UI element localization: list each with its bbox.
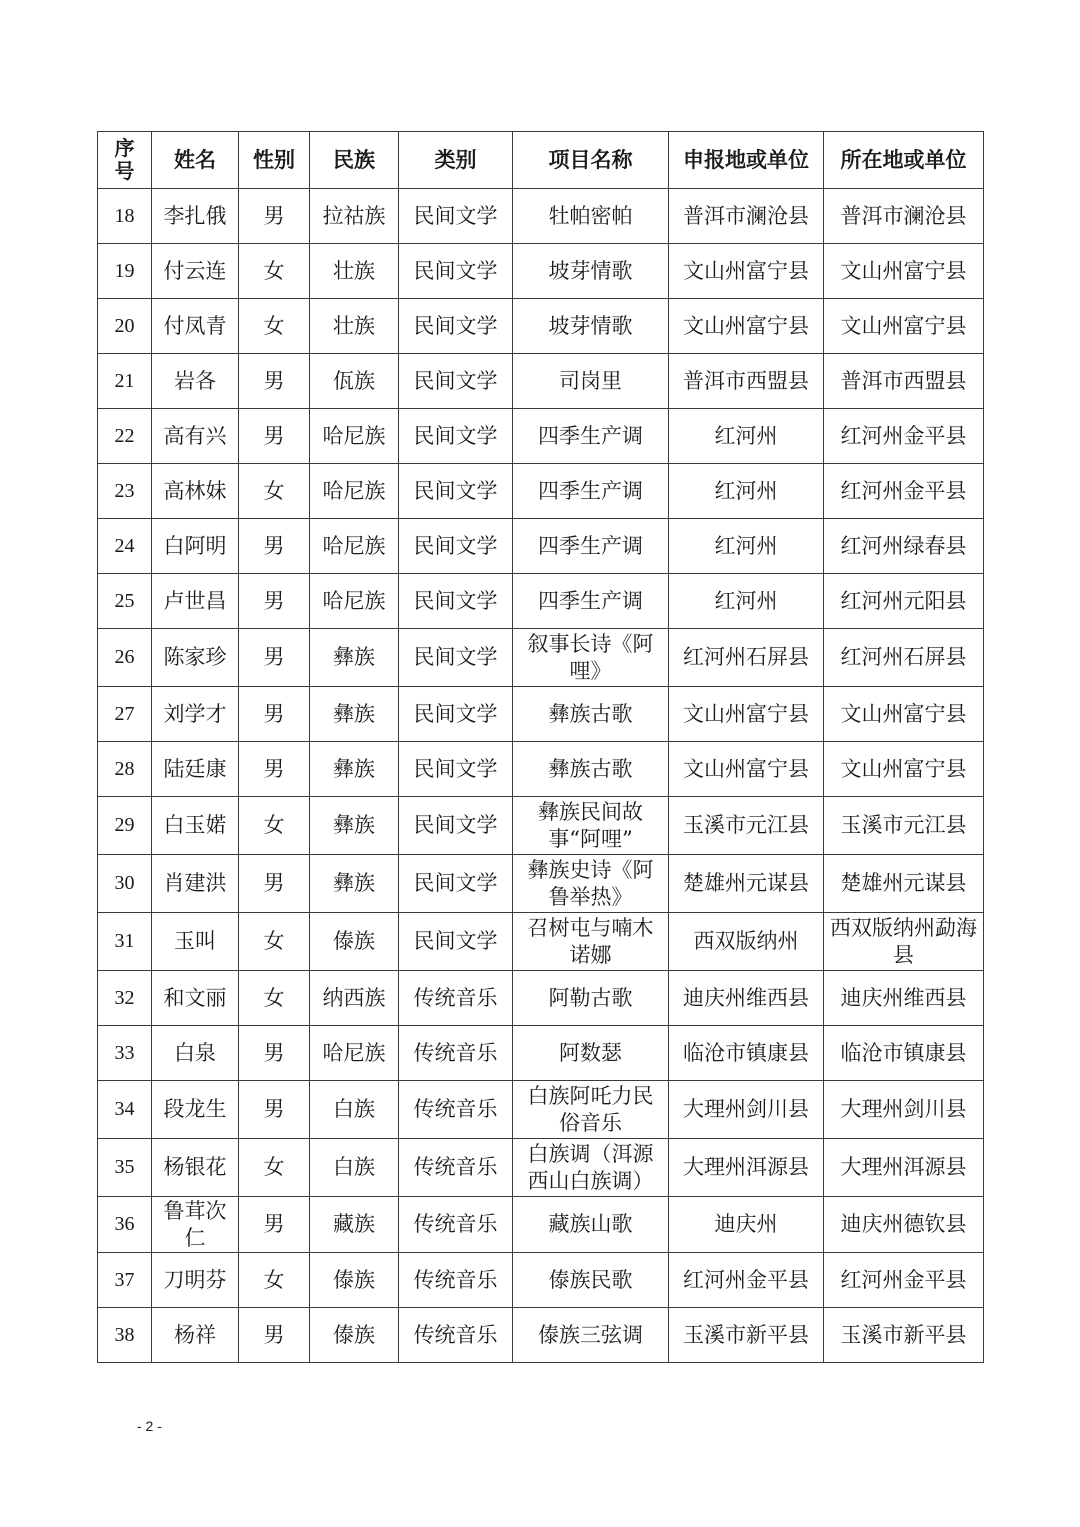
header-seq: 序号	[98, 132, 152, 189]
cell-category: 民间文学	[399, 797, 513, 855]
cell-seq: 21	[98, 354, 152, 409]
cell-ethnicity: 哈尼族	[310, 464, 399, 519]
cell-seq: 29	[98, 797, 152, 855]
header-applicant-location: 申报地或单位	[669, 132, 824, 189]
cell-current-location: 普洱市西盟县	[824, 354, 984, 409]
cell-seq: 18	[98, 189, 152, 244]
table-row	[98, 1197, 984, 1253]
cell-category: 民间文学	[399, 629, 513, 687]
table-row	[98, 1026, 984, 1081]
cell-category: 民间文学	[399, 742, 513, 797]
table-row	[98, 574, 984, 629]
cell-current-location: 红河州石屏县	[824, 629, 984, 687]
cell-name: 和文丽	[152, 971, 239, 1026]
cell-ethnicity: 哈尼族	[310, 1026, 399, 1081]
cell-project-name: 坡芽情歌	[513, 299, 669, 354]
cell-project-name: 召树屯与喃木诺娜	[513, 913, 669, 971]
cell-applicant-location: 文山州富宁县	[669, 687, 824, 742]
cell-seq: 31	[98, 913, 152, 971]
header-category: 类别	[399, 132, 513, 189]
cell-applicant-location: 文山州富宁县	[669, 742, 824, 797]
cell-seq: 32	[98, 971, 152, 1026]
cell-current-location: 临沧市镇康县	[824, 1026, 984, 1081]
cell-project-name: 彝族古歌	[513, 742, 669, 797]
cell-ethnicity: 傣族	[310, 1253, 399, 1308]
cell-current-location: 普洱市澜沧县	[824, 189, 984, 244]
cell-applicant-location: 大理州剑川县	[669, 1081, 824, 1139]
cell-applicant-location: 红河州	[669, 409, 824, 464]
cell-applicant-location: 文山州富宁县	[669, 244, 824, 299]
cell-applicant-location: 玉溪市新平县	[669, 1308, 824, 1363]
cell-current-location: 玉溪市新平县	[824, 1308, 984, 1363]
cell-gender: 男	[239, 629, 310, 687]
cell-ethnicity: 壮族	[310, 244, 399, 299]
cell-applicant-location: 迪庆州维西县	[669, 971, 824, 1026]
cell-name: 白泉	[152, 1026, 239, 1081]
cell-project-name: 叙事长诗《阿哩》	[513, 629, 669, 687]
cell-project-name: 四季生产调	[513, 464, 669, 519]
cell-applicant-location: 临沧市镇康县	[669, 1026, 824, 1081]
table-row	[98, 971, 984, 1026]
cell-current-location: 红河州金平县	[824, 409, 984, 464]
table-row	[98, 797, 984, 855]
cell-category: 传统音乐	[399, 1026, 513, 1081]
table-row	[98, 1308, 984, 1363]
cell-ethnicity: 白族	[310, 1139, 399, 1197]
cell-name: 卢世昌	[152, 574, 239, 629]
cell-category: 民间文学	[399, 687, 513, 742]
cell-ethnicity: 壮族	[310, 299, 399, 354]
cell-project-name: 彝族史诗《阿鲁举热》	[513, 855, 669, 913]
cell-gender: 女	[239, 464, 310, 519]
cell-applicant-location: 文山州富宁县	[669, 299, 824, 354]
cell-category: 民间文学	[399, 409, 513, 464]
cell-seq: 30	[98, 855, 152, 913]
cell-current-location: 迪庆州维西县	[824, 971, 984, 1026]
cell-current-location: 红河州元阳县	[824, 574, 984, 629]
cell-name: 杨银花	[152, 1139, 239, 1197]
cell-category: 传统音乐	[399, 971, 513, 1026]
cell-category: 民间文学	[399, 354, 513, 409]
cell-ethnicity: 藏族	[310, 1197, 399, 1253]
cell-name: 刘学才	[152, 687, 239, 742]
cell-gender: 男	[239, 742, 310, 797]
cell-gender: 男	[239, 1081, 310, 1139]
cell-project-name: 彝族民间故事“阿哩”	[513, 797, 669, 855]
cell-name: 岩各	[152, 354, 239, 409]
cell-name: 肖建洪	[152, 855, 239, 913]
cell-gender: 男	[239, 189, 310, 244]
table-row	[98, 1081, 984, 1139]
table-row	[98, 1139, 984, 1197]
cell-seq: 36	[98, 1197, 152, 1253]
table-row	[98, 742, 984, 797]
cell-name: 玉叫	[152, 913, 239, 971]
cell-category: 民间文学	[399, 574, 513, 629]
cell-ethnicity: 彝族	[310, 742, 399, 797]
cell-gender: 男	[239, 687, 310, 742]
cell-gender: 男	[239, 1197, 310, 1253]
cell-project-name: 藏族山歌	[513, 1197, 669, 1253]
table-row	[98, 244, 984, 299]
cell-ethnicity: 傣族	[310, 1308, 399, 1363]
cell-seq: 38	[98, 1308, 152, 1363]
cell-category: 传统音乐	[399, 1308, 513, 1363]
cell-seq: 24	[98, 519, 152, 574]
cell-ethnicity: 哈尼族	[310, 574, 399, 629]
cell-ethnicity: 佤族	[310, 354, 399, 409]
cell-current-location: 红河州金平县	[824, 1253, 984, 1308]
cell-project-name: 四季生产调	[513, 409, 669, 464]
cell-ethnicity: 彝族	[310, 687, 399, 742]
header-ethnicity: 民族	[310, 132, 399, 189]
cell-ethnicity: 白族	[310, 1081, 399, 1139]
cell-current-location: 玉溪市元江县	[824, 797, 984, 855]
cell-name: 付云连	[152, 244, 239, 299]
cell-name: 鲁茸次仁	[152, 1197, 239, 1253]
cell-applicant-location: 楚雄州元谋县	[669, 855, 824, 913]
cell-applicant-location: 西双版纳州	[669, 913, 824, 971]
cell-current-location: 楚雄州元谋县	[824, 855, 984, 913]
cell-category: 民间文学	[399, 299, 513, 354]
cell-seq: 26	[98, 629, 152, 687]
cell-project-name: 司岗里	[513, 354, 669, 409]
cell-seq: 20	[98, 299, 152, 354]
cell-name: 付凤青	[152, 299, 239, 354]
cell-project-name: 牡帕密帕	[513, 189, 669, 244]
cell-current-location: 西双版纳州勐海县	[824, 913, 984, 971]
cell-current-location: 文山州富宁县	[824, 299, 984, 354]
cell-gender: 男	[239, 855, 310, 913]
cell-seq: 37	[98, 1253, 152, 1308]
cell-gender: 男	[239, 574, 310, 629]
cell-category: 民间文学	[399, 913, 513, 971]
cell-applicant-location: 红河州	[669, 464, 824, 519]
cell-name: 高林妹	[152, 464, 239, 519]
cell-project-name: 傣族民歌	[513, 1253, 669, 1308]
cell-seq: 35	[98, 1139, 152, 1197]
cell-ethnicity: 彝族	[310, 855, 399, 913]
table-body	[98, 189, 984, 1363]
cell-name: 李扎俄	[152, 189, 239, 244]
table-row	[98, 687, 984, 742]
cell-current-location: 迪庆州德钦县	[824, 1197, 984, 1253]
cell-seq: 33	[98, 1026, 152, 1081]
table-row	[98, 913, 984, 971]
cell-project-name: 坡芽情歌	[513, 244, 669, 299]
cell-current-location: 大理州剑川县	[824, 1081, 984, 1139]
cell-ethnicity: 傣族	[310, 913, 399, 971]
table-row	[98, 354, 984, 409]
page-number: - 2 -	[137, 1418, 162, 1434]
cell-gender: 女	[239, 244, 310, 299]
cell-category: 民间文学	[399, 244, 513, 299]
cell-current-location: 红河州绿春县	[824, 519, 984, 574]
cell-ethnicity: 哈尼族	[310, 519, 399, 574]
table-row	[98, 464, 984, 519]
cell-project-name: 傣族三弦调	[513, 1308, 669, 1363]
cell-gender: 女	[239, 299, 310, 354]
cell-ethnicity: 拉祜族	[310, 189, 399, 244]
header-row	[98, 132, 984, 189]
cell-seq: 28	[98, 742, 152, 797]
cell-current-location: 文山州富宁县	[824, 687, 984, 742]
cell-current-location: 文山州富宁县	[824, 244, 984, 299]
table-row	[98, 409, 984, 464]
cell-applicant-location: 迪庆州	[669, 1197, 824, 1253]
inheritor-list-table	[97, 131, 984, 1363]
cell-applicant-location: 红河州	[669, 519, 824, 574]
header-current-location: 所在地或单位	[824, 132, 984, 189]
cell-gender: 女	[239, 797, 310, 855]
cell-name: 陈家珍	[152, 629, 239, 687]
cell-gender: 女	[239, 913, 310, 971]
header-gender: 性别	[239, 132, 310, 189]
cell-project-name: 四季生产调	[513, 574, 669, 629]
table-header	[98, 132, 984, 189]
cell-name: 刀明芬	[152, 1253, 239, 1308]
cell-applicant-location: 玉溪市元江县	[669, 797, 824, 855]
cell-category: 传统音乐	[399, 1253, 513, 1308]
table-row	[98, 189, 984, 244]
cell-seq: 22	[98, 409, 152, 464]
cell-seq: 23	[98, 464, 152, 519]
cell-category: 民间文学	[399, 519, 513, 574]
table-row	[98, 855, 984, 913]
cell-category: 民间文学	[399, 855, 513, 913]
cell-project-name: 阿勒古歌	[513, 971, 669, 1026]
cell-category: 民间文学	[399, 464, 513, 519]
cell-gender: 女	[239, 971, 310, 1026]
cell-project-name: 四季生产调	[513, 519, 669, 574]
cell-ethnicity: 哈尼族	[310, 409, 399, 464]
cell-current-location: 红河州金平县	[824, 464, 984, 519]
cell-project-name: 彝族古歌	[513, 687, 669, 742]
cell-ethnicity: 纳西族	[310, 971, 399, 1026]
cell-gender: 男	[239, 354, 310, 409]
cell-applicant-location: 红河州金平县	[669, 1253, 824, 1308]
cell-applicant-location: 普洱市澜沧县	[669, 189, 824, 244]
cell-project-name: 阿数瑟	[513, 1026, 669, 1081]
cell-applicant-location: 红河州	[669, 574, 824, 629]
cell-category: 传统音乐	[399, 1081, 513, 1139]
cell-gender: 男	[239, 1308, 310, 1363]
cell-applicant-location: 普洱市西盟县	[669, 354, 824, 409]
cell-name: 白阿明	[152, 519, 239, 574]
cell-gender: 女	[239, 1253, 310, 1308]
cell-ethnicity: 彝族	[310, 797, 399, 855]
table-row	[98, 629, 984, 687]
cell-applicant-location: 大理州洱源县	[669, 1139, 824, 1197]
cell-gender: 男	[239, 519, 310, 574]
cell-ethnicity: 彝族	[310, 629, 399, 687]
cell-name: 白玉婼	[152, 797, 239, 855]
cell-gender: 男	[239, 1026, 310, 1081]
cell-applicant-location: 红河州石屏县	[669, 629, 824, 687]
cell-name: 高有兴	[152, 409, 239, 464]
cell-gender: 男	[239, 409, 310, 464]
cell-current-location: 大理州洱源县	[824, 1139, 984, 1197]
cell-name: 杨祥	[152, 1308, 239, 1363]
header-project-name: 项目名称	[513, 132, 669, 189]
table-row	[98, 1253, 984, 1308]
cell-project-name: 白族阿吒力民俗音乐	[513, 1081, 669, 1139]
cell-current-location: 文山州富宁县	[824, 742, 984, 797]
cell-seq: 25	[98, 574, 152, 629]
cell-name: 段龙生	[152, 1081, 239, 1139]
table-row	[98, 519, 984, 574]
cell-seq: 34	[98, 1081, 152, 1139]
cell-seq: 19	[98, 244, 152, 299]
cell-project-name: 白族调（洱源西山白族调）	[513, 1139, 669, 1197]
cell-category: 民间文学	[399, 189, 513, 244]
header-name: 姓名	[152, 132, 239, 189]
cell-category: 传统音乐	[399, 1197, 513, 1253]
table-row	[98, 299, 984, 354]
cell-category: 传统音乐	[399, 1139, 513, 1197]
cell-gender: 女	[239, 1139, 310, 1197]
cell-seq: 27	[98, 687, 152, 742]
cell-name: 陆廷康	[152, 742, 239, 797]
